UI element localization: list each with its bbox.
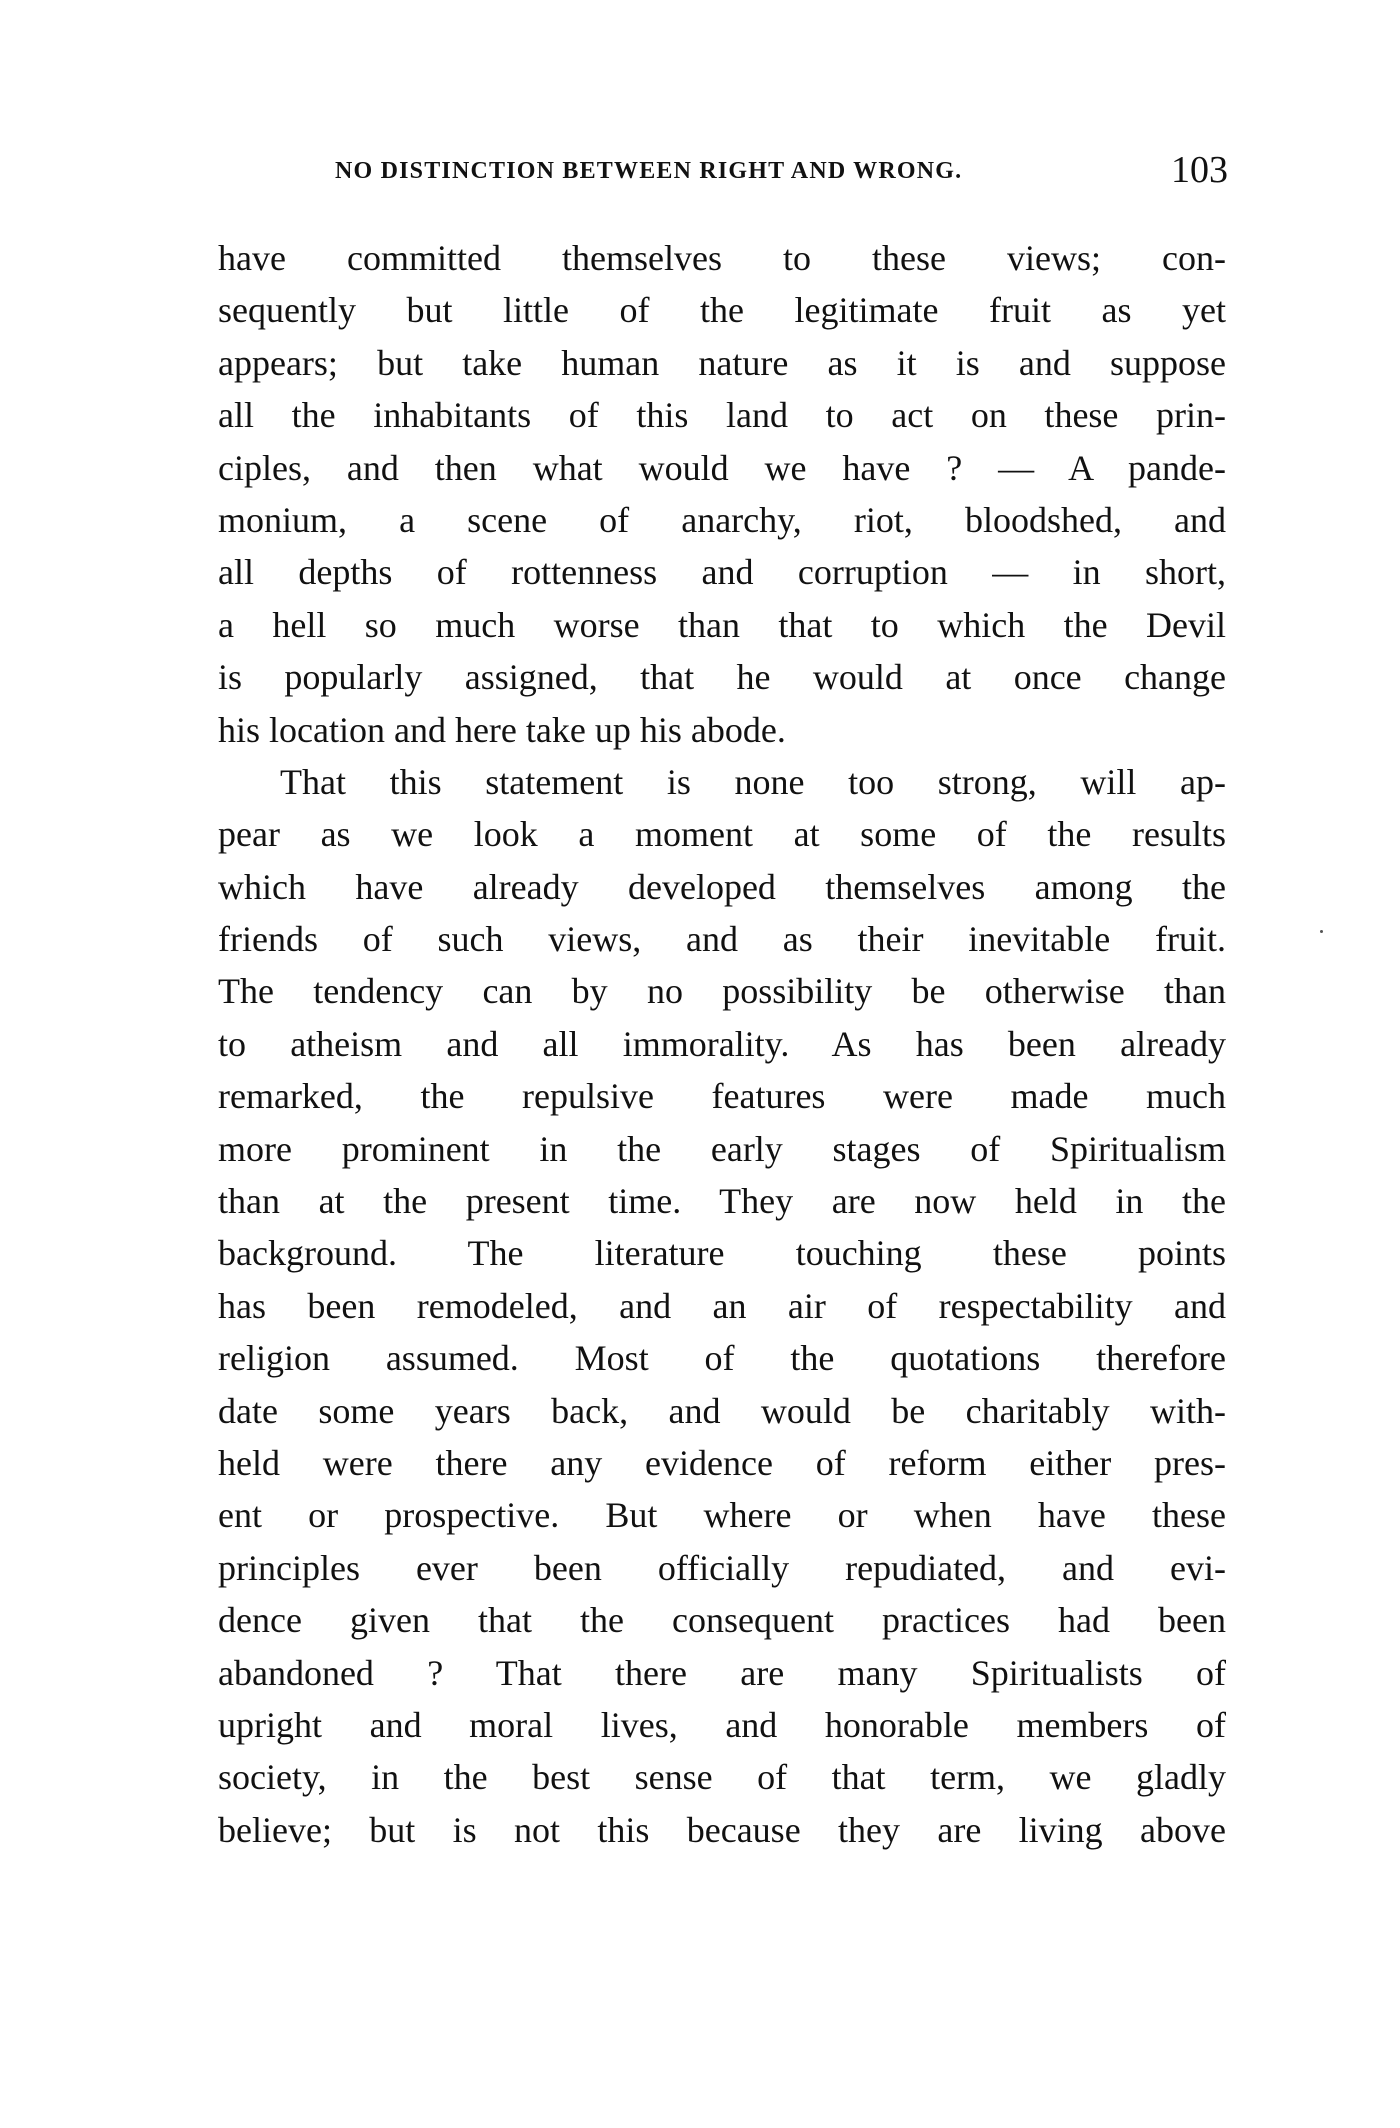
text-line: appears; but take human nature as it is and suppose <box>218 342 1226 383</box>
text-line: ciples, and then what would we have ? — A pande- <box>218 447 1226 488</box>
text-line: pear as we look a moment at some of the results <box>218 814 1226 855</box>
text-line: than at the present time. They are now held in the <box>218 1181 1226 1222</box>
text-line: dence given that the consequent practices had been <box>218 1600 1226 1641</box>
text-line: which have already developed themselves among the <box>218 866 1226 907</box>
text-line: to atheism and all immorality. As has been already <box>218 1023 1226 1064</box>
body-text <box>218 232 1226 1856</box>
text-line: a hell so much worse than that to which the Devil <box>218 604 1226 645</box>
text-line: all the inhabitants of this land to act on these prin- <box>218 395 1226 436</box>
text-line: That this statement is none too strong, will ap- <box>280 761 1226 802</box>
running-header <box>335 148 1228 198</box>
text-line: have committed themselves to these views; con- <box>218 238 1226 278</box>
text-line: has been remodeled, and an air of respectability and <box>218 1285 1226 1326</box>
text-line: his location and here take up his abode. <box>218 709 786 750</box>
text-line: society, in the best sense of that term, we gladly <box>218 1757 1226 1798</box>
text-line: more prominent in the early stages of Spiritualism <box>218 1128 1226 1169</box>
text-line: abandoned ? That there are many Spiritualists of <box>218 1652 1226 1693</box>
text-line: monium, a scene of anarchy, riot, bloodshed, and <box>218 499 1226 540</box>
text-line: religion assumed. Most of the quotations therefore <box>218 1338 1226 1379</box>
page-number: 103 <box>1171 149 1228 191</box>
running-title: NO DISTINCTION BETWEEN RIGHT AND WRONG. <box>335 158 963 184</box>
text-line: The tendency can by no possibility be otherwise than <box>218 971 1226 1012</box>
text-line: sequently but little of the legitimate fruit as yet <box>218 290 1226 331</box>
scan-speck <box>1320 930 1323 933</box>
text-line: date some years back, and would be charitably with- <box>218 1390 1226 1431</box>
text-line: believe; but is not this because they are living above <box>218 1809 1226 1850</box>
text-line: all depths of rottenness and corruption — in short, <box>218 552 1226 593</box>
text-line: remarked, the repulsive features were made much <box>218 1076 1226 1117</box>
text-line: held were there any evidence of reform either pres- <box>218 1442 1226 1483</box>
text-line: upright and moral lives, and honorable members of <box>218 1704 1226 1745</box>
text-line: background. The literature touching these points <box>218 1233 1226 1274</box>
text-line: is popularly assigned, that he would at once change <box>218 657 1226 698</box>
text-line: principles ever been officially repudiated, and evi- <box>218 1547 1226 1588</box>
text-line: friends of such views, and as their inevitable fruit. <box>218 919 1226 960</box>
text-line: ent or prospective. But where or when have these <box>218 1495 1226 1536</box>
